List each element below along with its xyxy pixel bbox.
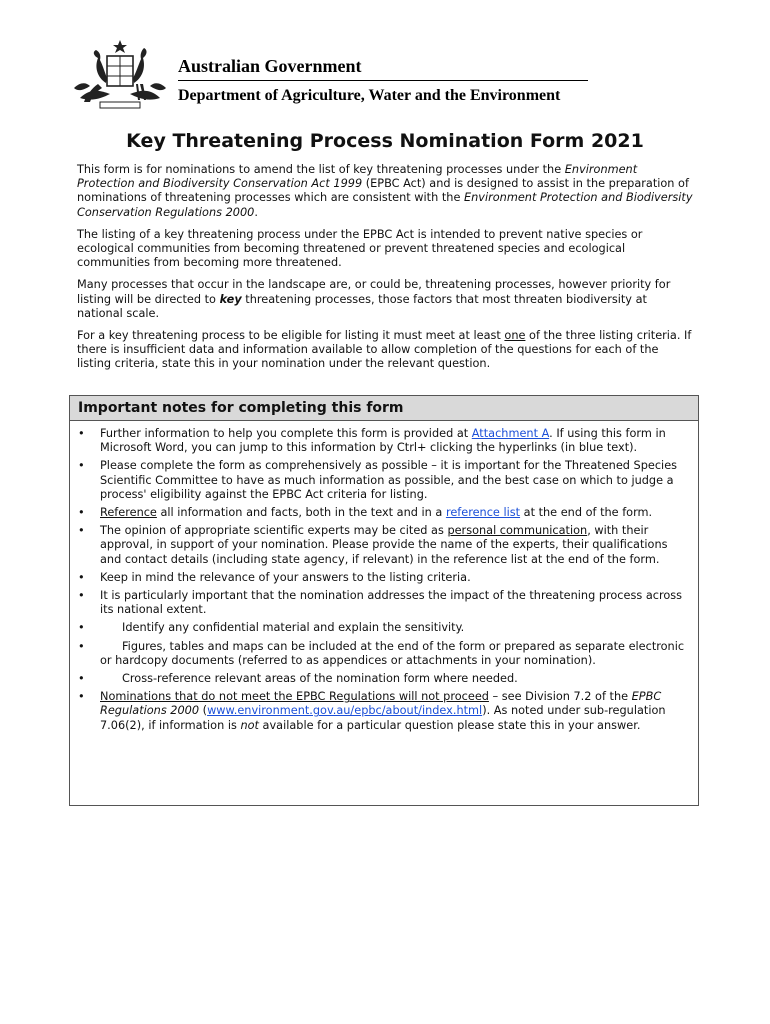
note-text: It is particularly important that the nomination addresses the impact of the threatening process across its national extent. [100, 589, 683, 617]
intro-text: . [254, 205, 258, 219]
list-item [78, 459, 690, 502]
bullet-icon: • [78, 506, 85, 520]
intro-paragraph-1 [77, 163, 695, 220]
header-divider [178, 80, 588, 81]
bullet-icon: • [78, 427, 85, 440]
list-item [78, 506, 690, 520]
attachment-a-link[interactable]: Attachment A [471, 427, 550, 440]
note-text: , with their approval, in support of your nomination. Please provide the name of the experts, their qualifications and contact details (including state agency, if relevant) in the reference list at the end of the form. [100, 524, 668, 566]
bullet-icon: • [78, 672, 85, 686]
coat-of-arms-icon [70, 38, 170, 112]
notes-list [70, 421, 698, 733]
list-item [78, 672, 690, 686]
list-item [78, 640, 690, 668]
intro-text: This form is for nominations to amend the list of key threatening processes under the [77, 163, 565, 176]
government-name: Australian Government [178, 56, 362, 76]
bullet-icon: • [78, 690, 85, 704]
intro-section [77, 163, 695, 380]
key-emphasis: key [219, 292, 242, 306]
epbc-website-link[interactable]: www.environment.gov.au/epbc/about/index.html [207, 704, 483, 718]
list-item [78, 427, 690, 455]
note-text: Figures, tables and maps can be included at the end of the form or prepared as separate electronic or hardcopy documents (referred to as appendices or attachments in your nomination). [100, 639, 685, 667]
department-name: Department of Agriculture, Water and the Environment [178, 87, 561, 104]
note-text: Please complete the form as comprehensively as possible – it is important for the Threatened Species Scientific Committee to have as much information as possible, and the best case on which to judge a process' eligibility against the EPBC Act criteria for listing. [100, 459, 678, 501]
bullet-icon: • [78, 524, 85, 538]
one-emphasis: one [504, 329, 526, 343]
intro-text: of the three listing criteria. If there is insufficient data and information available to allow completion of the questions for each of the listing criteria, state this in your nomination under the relevant question. [77, 329, 692, 371]
note-text: . If using this form in Microsoft Word, you can jump to this information by Ctrl+ clicking the hyperlinks (in blue text). [100, 427, 666, 455]
note-text: all information and facts, both in the text and in a [156, 506, 446, 520]
note-text: Identify any confidential material and explain the sensitivity. [122, 621, 465, 635]
note-text: Cross-reference relevant areas of the nomination form where needed. [122, 672, 518, 686]
bullet-icon: • [78, 459, 85, 473]
page-title: Key Threatening Process Nomination Form 2021 [126, 130, 644, 152]
note-text: ( [199, 704, 208, 718]
notes-heading: Important notes for completing this form [70, 396, 698, 421]
note-text: Keep in mind the relevance of your answers to the listing criteria. [100, 570, 471, 584]
bullet-icon: • [78, 570, 85, 584]
intro-paragraph-4 [77, 329, 695, 372]
list-item [78, 524, 690, 567]
intro-text: threatening processes, those factors that most threaten biodiversity at national scale. [77, 292, 647, 320]
regulations-title: EPBC Regulations 2000 [100, 690, 662, 718]
intro-paragraph-2: The listing of a key threatening process under the EPBC Act is intended to prevent native species or ecological communities from becoming threatened or prevent threatened species and ecological communities from becoming more threatened. [77, 227, 643, 270]
note-text: ). As noted under sub-regulation 7.06(2), if information is [100, 704, 666, 732]
note-text: at the end of the form. [520, 506, 653, 520]
list-item [78, 690, 690, 733]
act-title: Environment Protection and Biodiversity Conservation Act 1999 [77, 163, 638, 191]
page-header [70, 38, 590, 112]
note-text: Further information to help you complete this form is provided at [100, 427, 472, 440]
bullet-icon: • [78, 639, 85, 653]
note-text: available for a particular question please state this in your answer. [258, 718, 641, 732]
regulations-title: Environment Protection and Biodiversity Conservation Regulations 2000 [77, 191, 693, 219]
bullet-icon: • [78, 589, 85, 603]
intro-paragraph-3 [77, 278, 695, 321]
list-item [78, 621, 690, 635]
note-text: The opinion of appropriate scientific experts may be cited as [100, 524, 448, 538]
intro-text: Many processes that occur in the landscape are, or could be, threatening processes, however priority for listing will be directed to [77, 278, 671, 306]
personal-communication-emphasis: personal communication [447, 524, 588, 538]
reference-emphasis: Reference [100, 506, 157, 520]
intro-text: For a key threatening process to be eligible for listing it must meet at least [77, 329, 505, 343]
not-emphasis: not [240, 718, 259, 732]
reference-list-link[interactable]: reference list [445, 506, 521, 520]
list-item [78, 571, 690, 585]
note-text: – see Division 7.2 of the [488, 690, 632, 704]
bullet-icon: • [78, 621, 85, 635]
important-notes-box [69, 395, 699, 806]
warning-emphasis: Nominations that do not meet the EPBC Regulations will not proceed [100, 690, 489, 704]
intro-text: (EPBC Act) and is designed to assist in the preparation of nominations of threatening processes which are consistent with the [77, 177, 689, 205]
list-item [78, 589, 690, 617]
